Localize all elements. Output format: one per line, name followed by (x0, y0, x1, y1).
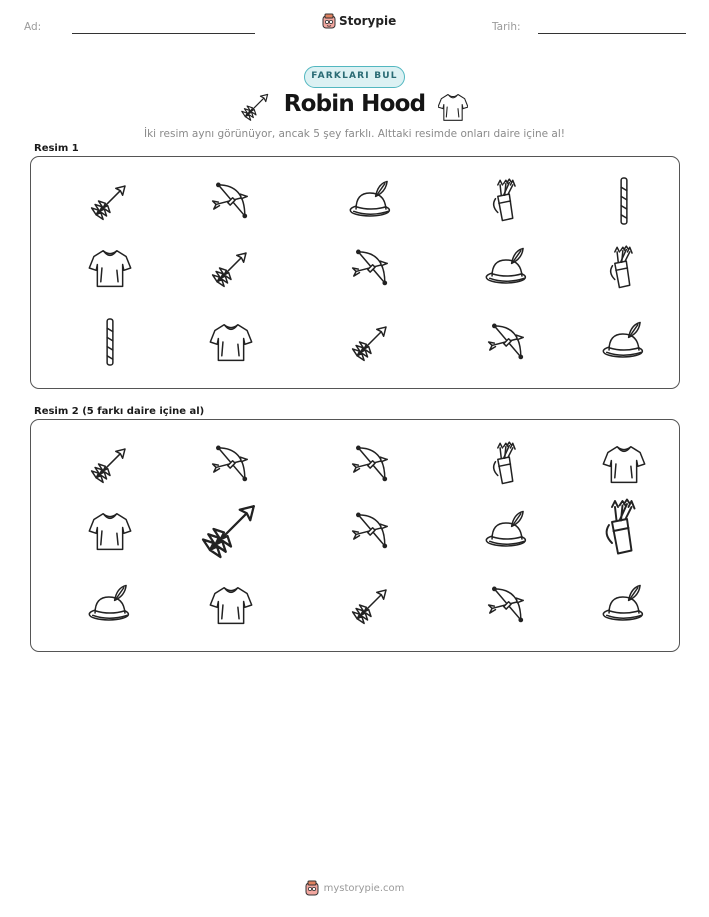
picture-item[interactable] (87, 582, 133, 628)
bow-icon (208, 441, 254, 487)
arrow-icon (208, 245, 254, 291)
page-title: Robin Hood (283, 91, 426, 117)
picture-item (484, 319, 530, 365)
name-line[interactable] (72, 33, 255, 34)
picture-item (208, 178, 254, 224)
footer (0, 880, 709, 896)
feathered-hat-icon (348, 178, 394, 224)
staff-icon (87, 319, 133, 365)
brand-logo (322, 13, 396, 29)
picture-item (208, 319, 254, 365)
bow-icon (484, 319, 530, 365)
quiver-icon (484, 441, 530, 487)
bow-icon (208, 178, 254, 224)
picture-item (87, 319, 133, 365)
staff-icon (601, 178, 647, 224)
tunic-icon (87, 245, 133, 291)
picture-item (601, 319, 647, 365)
picture-1-panel (30, 156, 680, 389)
picture-item (348, 245, 394, 291)
feathered-hat-icon (484, 245, 530, 291)
picture-item (208, 245, 254, 291)
picture-item[interactable] (484, 441, 530, 487)
picture-item[interactable] (484, 508, 530, 554)
storypie-mascot-icon (305, 880, 319, 896)
picture-2-panel[interactable] (30, 419, 680, 652)
quiver-icon (601, 245, 647, 291)
picture-item (484, 245, 530, 291)
bow-icon (348, 508, 394, 554)
quiver-icon (594, 498, 654, 558)
footer-url: mystorypie.com (323, 882, 405, 894)
picture-item (484, 178, 530, 224)
feathered-hat-icon (601, 319, 647, 365)
storypie-mascot-icon (322, 13, 336, 29)
picture-item (87, 245, 133, 291)
quiver-icon (484, 178, 530, 224)
feathered-hat-icon (87, 582, 133, 628)
arrow-icon (348, 319, 394, 365)
instructions: İki resim aynı görünüyor, ancak 5 şey farklı. Alttaki resimde onları daire içine al! (144, 128, 565, 140)
picture-item[interactable] (601, 441, 647, 487)
bow-icon (484, 582, 530, 628)
tunic-icon (208, 582, 254, 628)
picture-item[interactable] (208, 441, 254, 487)
picture-item (348, 178, 394, 224)
picture-item[interactable] (196, 494, 266, 564)
worksheet-type-badge: FARKLARI BUL (304, 66, 405, 88)
feathered-hat-icon (484, 508, 530, 554)
picture-item[interactable] (208, 582, 254, 628)
date-label: Tarih: (492, 21, 521, 33)
bow-icon (348, 245, 394, 291)
arrow-icon (196, 494, 266, 564)
picture-item (87, 178, 133, 224)
picture-item[interactable] (484, 582, 530, 628)
feathered-hat-icon (601, 582, 647, 628)
picture-item[interactable] (348, 508, 394, 554)
brand-name: Storypie (339, 14, 397, 28)
picture-item[interactable] (348, 582, 394, 628)
tunic-icon (87, 508, 133, 554)
tunic-icon (208, 319, 254, 365)
bow-icon (348, 441, 394, 487)
arrow-icon (348, 582, 394, 628)
picture-item (601, 245, 647, 291)
date-line[interactable] (538, 33, 686, 34)
picture-item[interactable] (87, 508, 133, 554)
arrow-icon (87, 441, 133, 487)
picture-item[interactable] (601, 582, 647, 628)
picture-item (348, 319, 394, 365)
arrow-icon (87, 178, 133, 224)
picture-item[interactable] (87, 441, 133, 487)
tunic-icon (438, 92, 468, 122)
picture-item[interactable] (348, 441, 394, 487)
name-label: Ad: (24, 21, 42, 33)
picture-item[interactable] (594, 498, 654, 558)
picture-2-label: Resim 2 (5 farkı daire içine al) (34, 406, 205, 417)
picture-item (601, 178, 647, 224)
tunic-icon (601, 441, 647, 487)
picture-1-label: Resim 1 (34, 143, 79, 154)
